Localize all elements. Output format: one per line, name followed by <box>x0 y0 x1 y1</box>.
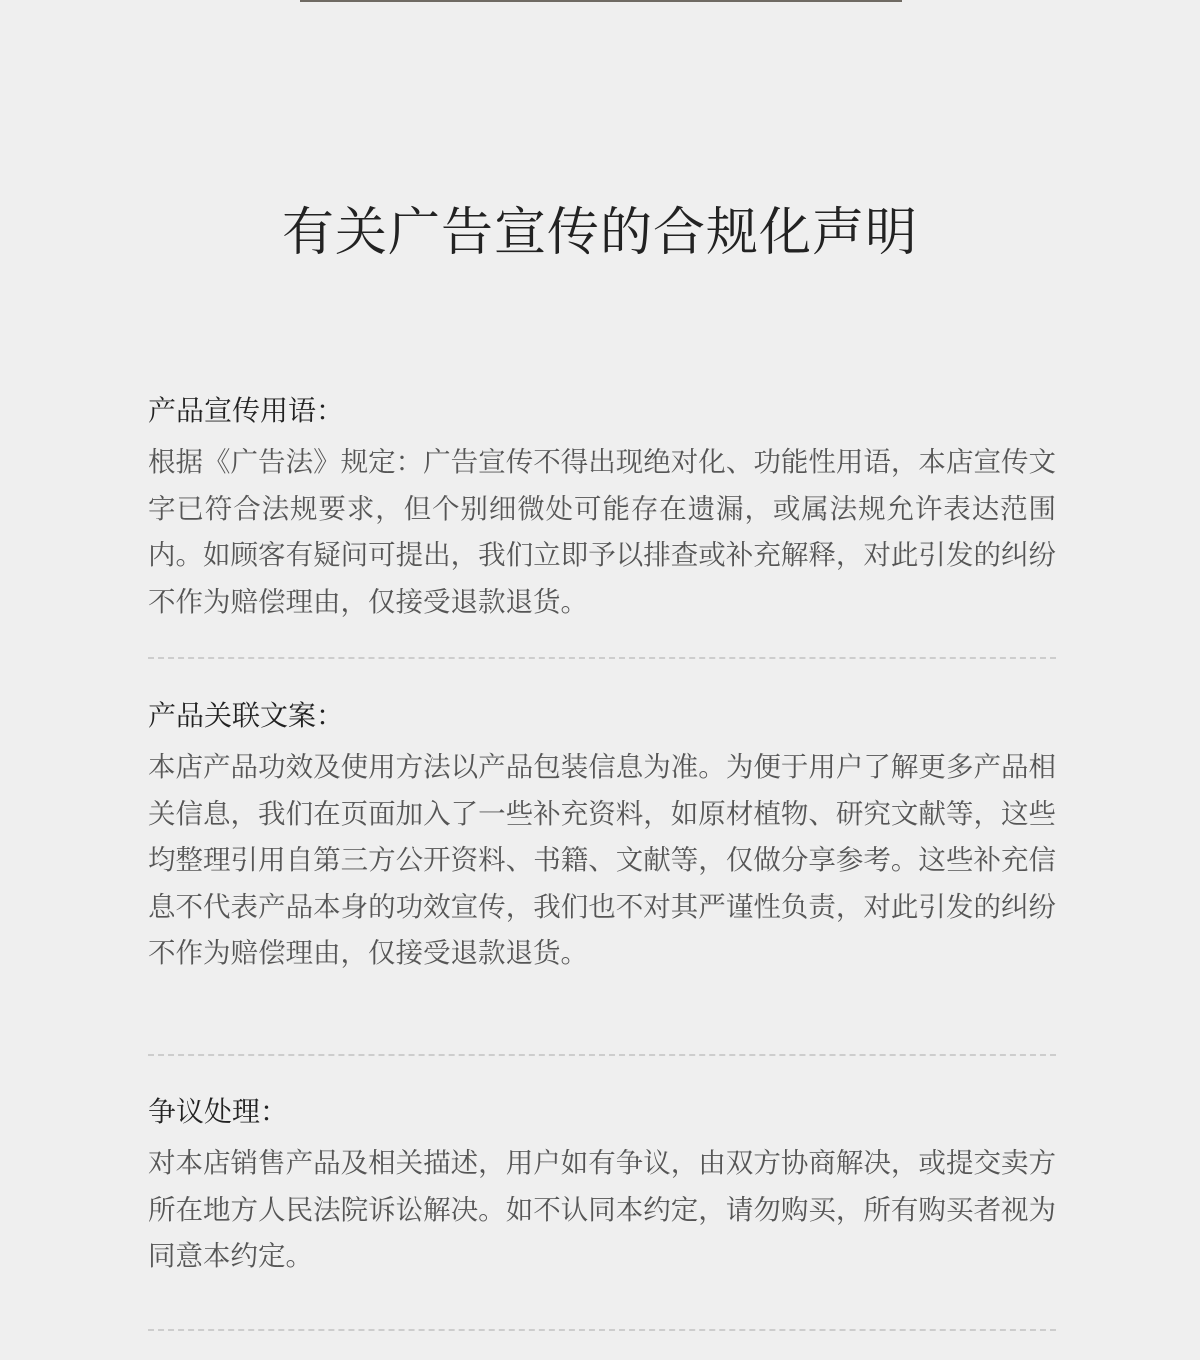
section-body: 根据《广告法》规定：广告宣传不得出现绝对化、功能性用语，本店宣传文字已符合法规要求，但个别细微处可能存在遗漏，或属法规允许表达范围内。如顾客有疑问可提出，我们立即予以排查或补充解释，对此引发的纠纷不作为赔偿理由，仅接受退款退货。 <box>148 446 1056 618</box>
dashed-divider <box>148 1329 1056 1331</box>
dashed-divider <box>148 657 1056 659</box>
section-related-copy <box>148 698 1056 977</box>
section-dispute-resolution <box>148 1094 1056 1280</box>
section-heading: 争议处理： <box>148 1095 289 1128</box>
top-decorative-bar <box>300 0 902 2</box>
section-heading: 产品关联文案： <box>148 699 345 732</box>
page-title: 有关广告宣传的合规化声明 <box>281 203 918 263</box>
dashed-divider <box>148 1054 1056 1056</box>
section-body: 对本店销售产品及相关描述，用户如有争议，由双方协商解决，或提交卖方所在地方人民法院诉讼解决。如不认同本约定，请勿购买，所有购买者视为同意本约定。 <box>148 1147 1056 1272</box>
section-promotional-terms <box>148 393 1056 625</box>
section-body: 本店产品功效及使用方法以产品包装信息为准。为便于用户了解更多产品相关信息，我们在页面加入了一些补充资料，如原材植物、研究文献等，这些均整理引用自第三方公开资料、书籍、文献等，仅做分享参考。这些补充信息不代表产品本身的功效宣传，我们也不对其严谨性负责，对此引发的纠纷不作为赔偿理由，仅接受退款退货。 <box>148 751 1056 969</box>
section-heading: 产品宣传用语： <box>148 394 345 427</box>
